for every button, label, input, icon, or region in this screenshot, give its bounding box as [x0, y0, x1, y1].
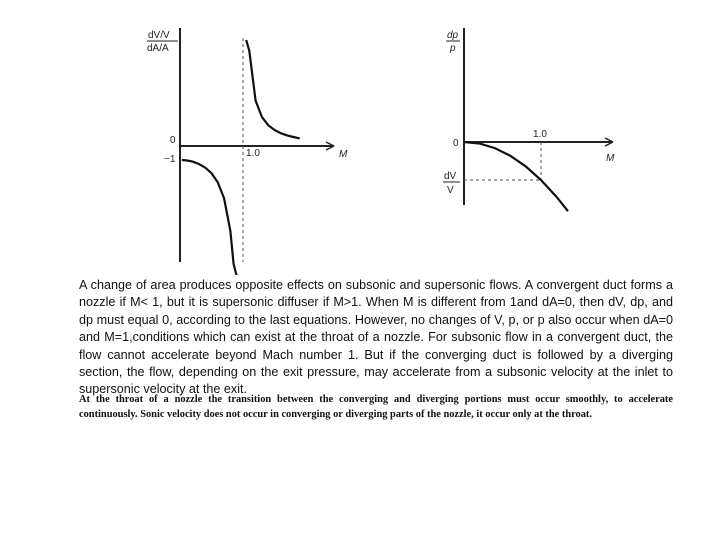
right-ylabel-top-numerator: dp [447, 30, 459, 41]
right-xtick-1: 1.0 [533, 129, 547, 140]
left-xtick-1: 1.0 [246, 148, 260, 159]
right-ylabel-bottom-denominator: V [447, 185, 454, 196]
right-ylabel-top-denominator: p [450, 43, 456, 54]
left-ylabel-denominator: dA/A [147, 43, 169, 54]
right-ytick-0: 0 [453, 138, 459, 149]
left-subsonic-curve [182, 160, 240, 275]
left-ytick-0: 0 [170, 135, 176, 146]
right-pressure-curve [464, 142, 568, 211]
left-ytick-neg1: −1 [164, 154, 176, 165]
paragraph-nozzle-throat: At the throat of a nozzle the transition between the converging and diverging portions must occur smoothly, to accelerate continuously. Sonic velocity does not occur in converging or diverging parts of the nozzle, it occur only at the throat. [79, 394, 673, 421]
paragraph-area-change: A change of area produces opposite effects on subsonic and supersonic flows. A convergent duct forms a nozzle if M< 1, but it is supersonic diffuser if M>1. When M is different from 1and dA=0, then dV, dp, and dp must equal 0, according to the last equations. However, no changes of V, p, or p also occur when dA=0 and M=1,conditions which can exist at the throat of a nozzle. For subsonic flow in a convergent duct, the flow cannot accelerate beyond Mach number 1. But if the converging duct is followed by a diverging section, the flow, depending on the exit pressure, may accelerate from a subsonic velocity at the inlet to supersonic velocity at the exit. [79, 278, 673, 397]
left-xlabel: M [339, 149, 348, 160]
chart-right [443, 28, 615, 211]
left-supersonic-curve [246, 40, 300, 138]
right-ylabel-bottom-numerator: dV [444, 171, 457, 182]
chart-left [147, 28, 348, 275]
left-ylabel-numerator: dV/V [148, 30, 170, 41]
right-xlabel: M [606, 153, 615, 164]
